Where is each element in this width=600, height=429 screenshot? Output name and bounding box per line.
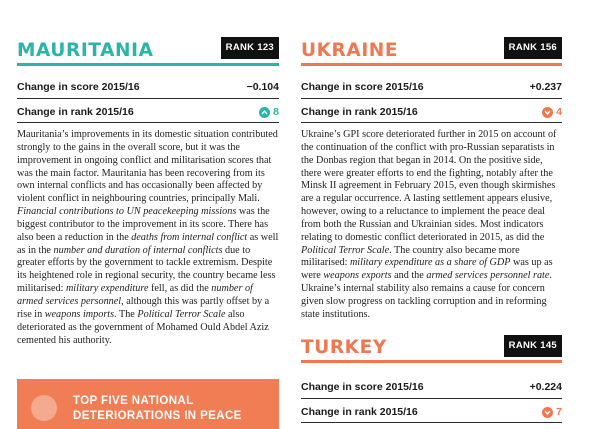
score-change-label: Change in score 2015/16	[301, 381, 424, 393]
country-title-mauritania: MAURITANIA	[17, 40, 154, 61]
score-change-value: +0.237	[529, 81, 562, 93]
score-change-label: Change in score 2015/16	[17, 81, 140, 93]
rank-change-number: 4	[556, 106, 562, 118]
row-divider	[17, 122, 279, 123]
accent-divider	[17, 63, 279, 66]
top-five-deteriorations-banner	[17, 379, 279, 429]
row-divider	[17, 98, 279, 99]
ukraine-body-text: Ukraine’s GPI score deteriorated further in 2015 on account of the continuation of the conflict with pro-Russian separatists in the Donbas region that began in 2014. On the positive side, there were greater efforts to end the fighting, notably after the Minsk II agreement in February 2015, even though skirmishes are a regular occurrence. A lasting settlement appears elusive, however, owing to a reluctance to implement the peace deal from both the Russian and Ukrainian sides. Most indicators relating to domestic conflict deteriorated in 2015, as did the Political Terror Scale. The country also became more militarised: military expenditure as a share of GDP was up as were weapons exports and the armed services personnel rate. Ukraine’s internal stability also remains a cause for concern given slow progress on tackling corruption and in reforming state institutions.	[301, 129, 557, 320]
rank-badge-turkey: RANK 145	[504, 335, 562, 357]
rank-change-number: 8	[273, 106, 279, 118]
rank-change-value	[542, 106, 562, 118]
rank-badge-mauritania: RANK 123	[221, 37, 279, 59]
accent-divider	[301, 63, 562, 66]
rank-change-value	[542, 406, 562, 418]
row-divider	[301, 98, 562, 99]
country-title-turkey: TURKEY	[301, 337, 387, 358]
row-divider	[301, 422, 562, 423]
row-divider	[301, 122, 562, 123]
down-arrow-icon	[542, 107, 553, 118]
country-title-ukraine: UKRAINE	[301, 40, 399, 61]
rank-change-label: Change in rank 2015/16	[301, 106, 418, 118]
rank-badge-ukraine: RANK 156	[504, 37, 562, 59]
mauritania-body-text: Mauritania’s improvements in its domestic situation contributed strongly to the gains in the overall score, but it was the improvement in ongoing conflict and militarisation scores that was the main factor. Mauritania has been recovering from its own internal conflicts and has occasionally been affected by violent conflict in neighbouring countries, principally Mali. Financial contributions to UN peacekeeping missions was the biggest contributor to the improvement in its score. There has also been a reduction in the deaths from internal conflict as well as in the number and duration of internal conflicts due to greater efforts by the government to tackle extremism. Despite its heightened role in regional security, the country became less militarised: military expenditure fell, as did the number of armed services personnel, although this was partly offset by a rise in weapons imports. The Political Terror Scale also deteriorated as the government of Mohamed Ould Abdel Aziz cemented his authority.	[17, 129, 279, 346]
rank-change-number: 7	[556, 406, 562, 418]
banner-line-1: TOP FIVE NATIONAL	[73, 395, 194, 407]
banner-line-2: DETERIORATIONS IN PEACE	[73, 410, 242, 422]
score-change-value: +0.224	[529, 381, 562, 393]
ukraine-turkey-column	[301, 0, 562, 429]
rank-change-label: Change in rank 2015/16	[17, 106, 134, 118]
row-divider	[301, 398, 562, 399]
rank-change-label: Change in rank 2015/16	[301, 406, 418, 418]
down-arrow-icon	[542, 407, 553, 418]
mauritania-section	[17, 0, 279, 379]
score-change-label: Change in score 2015/16	[301, 81, 424, 93]
score-change-value: −0.104	[246, 81, 279, 93]
banner-title	[73, 394, 242, 424]
chevron-down-icon	[31, 395, 57, 421]
accent-divider	[301, 360, 562, 363]
up-arrow-icon	[259, 107, 270, 118]
rank-change-value	[259, 106, 279, 118]
